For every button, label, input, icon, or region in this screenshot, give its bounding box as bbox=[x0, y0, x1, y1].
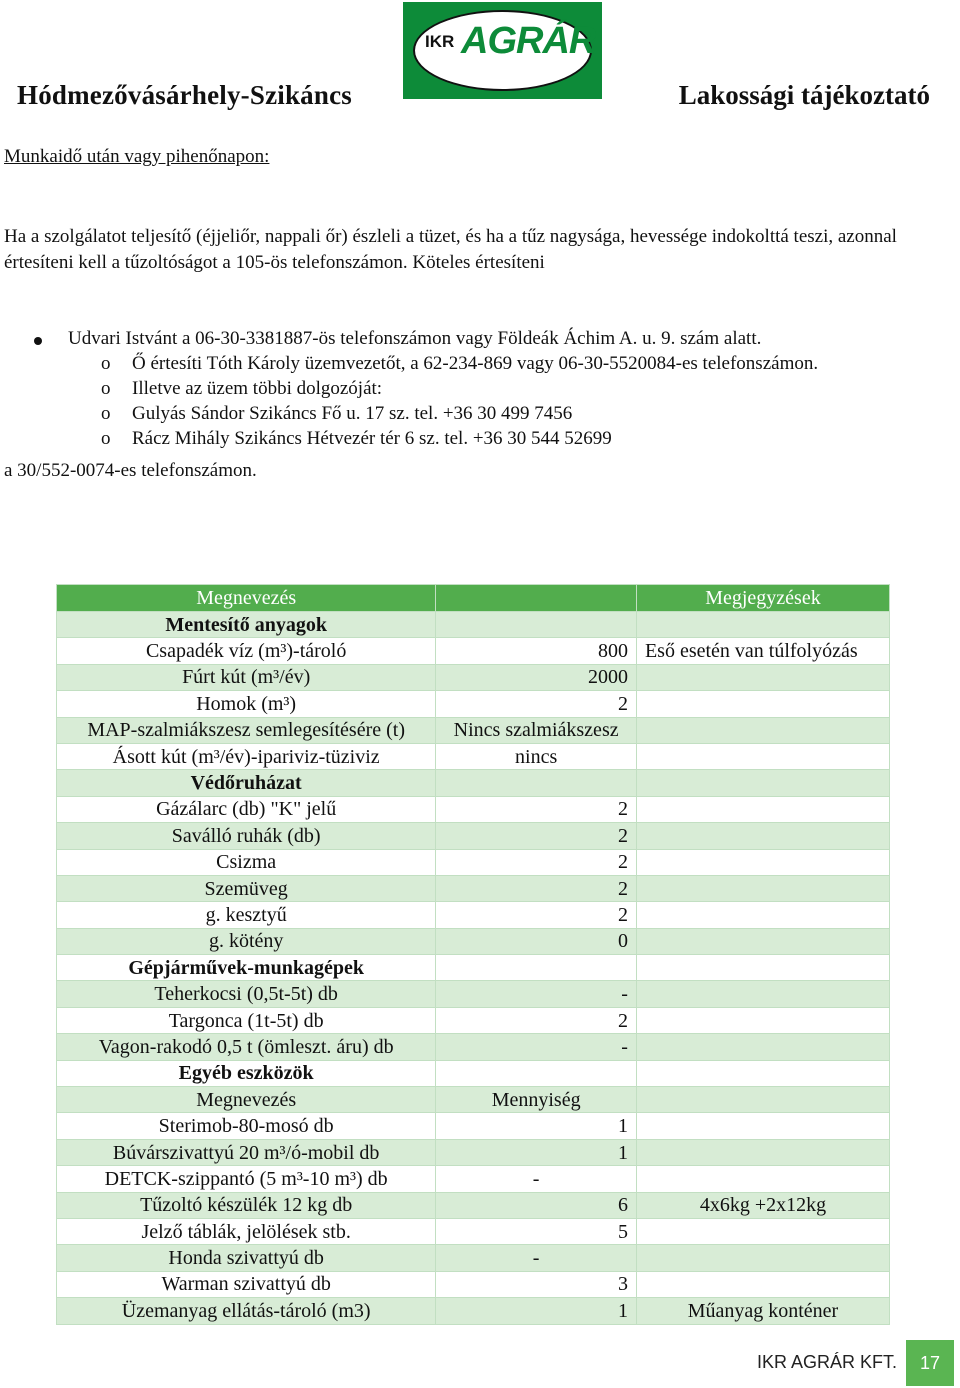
table-row bbox=[57, 849, 890, 875]
section-subheading: Munkaidő után vagy pihenőnapon: bbox=[4, 146, 270, 167]
quantity-cell: 6 bbox=[436, 1192, 637, 1218]
table-row bbox=[57, 1218, 890, 1244]
quantity-cell bbox=[436, 612, 637, 638]
quantity-cell: - bbox=[436, 981, 637, 1007]
bullet-item: Udvari Istvánt a 06-30-3381887-ös telefonszámon vagy Földeák Áchim A. u. 9. szám alatt. bbox=[68, 328, 762, 349]
header-cell: Megjegyzések bbox=[636, 585, 889, 612]
item-name-cell: Ásott kút (m³/év)-ipariviz-tüziviz bbox=[57, 743, 436, 769]
item-name-cell: Jelző táblák, jelölések stb. bbox=[57, 1218, 436, 1244]
note-cell bbox=[636, 955, 889, 981]
note-cell bbox=[636, 743, 889, 769]
item-name-cell: Megnevezés bbox=[57, 1087, 436, 1113]
item-name-cell: Csizma bbox=[57, 849, 436, 875]
table-row bbox=[57, 1298, 890, 1324]
note-cell: Eső esetén van túlfolyózás bbox=[636, 638, 889, 664]
item-name-cell: Targonca (1t-5t) db bbox=[57, 1007, 436, 1033]
table-row bbox=[57, 770, 890, 796]
table-header-row bbox=[57, 585, 890, 612]
item-name-cell: Homok (m³) bbox=[57, 691, 436, 717]
item-name-cell: Warman szivattyú db bbox=[57, 1271, 436, 1297]
table-row bbox=[57, 1271, 890, 1297]
note-cell bbox=[636, 1087, 889, 1113]
table-row bbox=[57, 902, 890, 928]
quantity-cell: Mennyiség bbox=[436, 1087, 637, 1113]
note-cell bbox=[636, 1034, 889, 1060]
company-logo bbox=[403, 2, 602, 99]
logo-main: AGRÁR bbox=[461, 20, 596, 62]
item-name-cell: Fúrt kút (m³/év) bbox=[57, 664, 436, 690]
table-row bbox=[57, 1139, 890, 1165]
quantity-cell bbox=[436, 955, 637, 981]
table-row bbox=[57, 955, 890, 981]
table-row bbox=[57, 717, 890, 743]
quantity-cell: 800 bbox=[436, 638, 637, 664]
item-name-cell: g. kesztyű bbox=[57, 902, 436, 928]
item-name-cell: g. kötény bbox=[57, 928, 436, 954]
item-name-cell: Teherkocsi (0,5t-5t) db bbox=[57, 981, 436, 1007]
item-name-cell: Egyéb eszközök bbox=[57, 1060, 436, 1086]
table-row bbox=[57, 875, 890, 901]
note-cell bbox=[636, 1139, 889, 1165]
quantity-cell: 1 bbox=[436, 1113, 637, 1139]
sub-item: Illetve az üzem többi dolgozóját: bbox=[132, 378, 383, 399]
table-row bbox=[57, 1087, 890, 1113]
table-row bbox=[57, 1113, 890, 1139]
sub-marker: o bbox=[101, 403, 111, 424]
header-cell bbox=[436, 585, 637, 612]
item-name-cell: Védőruházat bbox=[57, 770, 436, 796]
item-name-cell: Sterimob-80-mosó db bbox=[57, 1113, 436, 1139]
note-cell bbox=[636, 1113, 889, 1139]
note-cell bbox=[636, 717, 889, 743]
page-title-left: Hódmezővásárhely-Szikáncs bbox=[17, 80, 352, 110]
item-name-cell: Gépjárművek-munkagépek bbox=[57, 955, 436, 981]
item-name-cell: DETCK-szippantó (5 m³-10 m³) db bbox=[57, 1166, 436, 1192]
quantity-cell: 2 bbox=[436, 1007, 637, 1033]
logo-prefix: IKR bbox=[425, 32, 455, 51]
sub-marker: o bbox=[101, 353, 111, 374]
equipment-table bbox=[56, 584, 890, 1325]
item-name-cell: Üzemanyag ellátás-tároló (m3) bbox=[57, 1298, 436, 1324]
table-row bbox=[57, 823, 890, 849]
item-name-cell: Vagon-rakodó 0,5 t (ömleszt. áru) db bbox=[57, 1034, 436, 1060]
item-name-cell: Honda szivattyú db bbox=[57, 1245, 436, 1271]
note-cell bbox=[636, 875, 889, 901]
note-cell bbox=[636, 612, 889, 638]
item-name-cell: Búvárszivattyú 20 m³/ó-mobil db bbox=[57, 1139, 436, 1165]
quantity-cell: 2 bbox=[436, 875, 637, 901]
note-cell bbox=[636, 770, 889, 796]
item-name-cell: Tűzoltó készülék 12 kg db bbox=[57, 1192, 436, 1218]
footer-company: IKR AGRÁR KFT. bbox=[757, 1352, 898, 1372]
quantity-cell bbox=[436, 1060, 637, 1086]
quantity-cell: 5 bbox=[436, 1218, 637, 1244]
table-row bbox=[57, 743, 890, 769]
note-cell bbox=[636, 796, 889, 822]
quantity-cell: 2 bbox=[436, 902, 637, 928]
table-row bbox=[57, 664, 890, 690]
table-row bbox=[57, 638, 890, 664]
quantity-cell: 2 bbox=[436, 691, 637, 717]
note-cell: Műanyag konténer bbox=[636, 1298, 889, 1324]
quantity-cell: 2 bbox=[436, 823, 637, 849]
sub-item: Gulyás Sándor Szikáncs Fő u. 17 sz. tel. +36 30 499 7456 bbox=[132, 403, 573, 424]
quantity-cell: 1 bbox=[436, 1298, 637, 1324]
page-number: 17 bbox=[906, 1340, 954, 1386]
table-row bbox=[57, 612, 890, 638]
note-cell bbox=[636, 1245, 889, 1271]
sub-item: Rácz Mihály Szikáncs Hétvezér tér 6 sz. tel. +36 30 544 52699 bbox=[132, 428, 612, 449]
table-row bbox=[57, 796, 890, 822]
note-cell bbox=[636, 664, 889, 690]
after-line: a 30/552-0074-es telefonszámon. bbox=[4, 460, 257, 481]
quantity-cell: nincs bbox=[436, 743, 637, 769]
quantity-cell: 1 bbox=[436, 1139, 637, 1165]
note-cell bbox=[636, 1218, 889, 1244]
quantity-cell: - bbox=[436, 1034, 637, 1060]
item-name-cell: Saválló ruhák (db) bbox=[57, 823, 436, 849]
page-title-right: Lakossági tájékoztató bbox=[678, 80, 930, 110]
table-row bbox=[57, 1245, 890, 1271]
note-cell bbox=[636, 849, 889, 875]
note-cell bbox=[636, 902, 889, 928]
table-row bbox=[57, 1007, 890, 1033]
table-row bbox=[57, 691, 890, 717]
table-row bbox=[57, 1192, 890, 1218]
table-row bbox=[57, 981, 890, 1007]
note-cell: 4x6kg +2x12kg bbox=[636, 1192, 889, 1218]
quantity-cell bbox=[436, 770, 637, 796]
note-cell bbox=[636, 823, 889, 849]
table-row bbox=[57, 1060, 890, 1086]
table-row bbox=[57, 1166, 890, 1192]
item-name-cell: Szemüveg bbox=[57, 875, 436, 901]
quantity-cell: 0 bbox=[436, 928, 637, 954]
table-row bbox=[57, 928, 890, 954]
note-cell bbox=[636, 981, 889, 1007]
quantity-cell: 2 bbox=[436, 796, 637, 822]
sub-item: Ő értesíti Tóth Károly üzemvezetőt, a 62-234-869 vagy 06-30-5520084-es telefonszámon. bbox=[132, 353, 819, 374]
note-cell bbox=[636, 1007, 889, 1033]
quantity-cell: - bbox=[436, 1166, 637, 1192]
quantity-cell: - bbox=[436, 1245, 637, 1271]
quantity-cell: Nincs szalmiákszesz bbox=[436, 717, 637, 743]
quantity-cell: 3 bbox=[436, 1271, 637, 1297]
sub-marker: o bbox=[101, 378, 111, 399]
quantity-cell: 2000 bbox=[436, 664, 637, 690]
note-cell bbox=[636, 1060, 889, 1086]
sub-marker: o bbox=[101, 428, 111, 449]
note-cell bbox=[636, 928, 889, 954]
note-cell bbox=[636, 1271, 889, 1297]
table-row bbox=[57, 1034, 890, 1060]
note-cell bbox=[636, 691, 889, 717]
item-name-cell: Gázálarc (db) "K" jelű bbox=[57, 796, 436, 822]
item-name-cell: Mentesítő anyagok bbox=[57, 612, 436, 638]
header-cell: Megnevezés bbox=[57, 585, 436, 612]
bullet-dot-icon bbox=[34, 337, 42, 345]
item-name-cell: Csapadék víz (m³)-tároló bbox=[57, 638, 436, 664]
intro-paragraph: Ha a szolgálatot teljesítő (éjjeliőr, nappali őr) észleli a tüzet, és ha a tűz nagysága, hevessége indokolttá teszi, azonnal értesíteni kell a tűzoltóságot a 105-ös telefonszámon. Köteles értesíteni bbox=[4, 226, 897, 273]
item-name-cell: MAP-szalmiákszesz semlegesítésére (t) bbox=[57, 717, 436, 743]
quantity-cell: 2 bbox=[436, 849, 637, 875]
note-cell bbox=[636, 1166, 889, 1192]
